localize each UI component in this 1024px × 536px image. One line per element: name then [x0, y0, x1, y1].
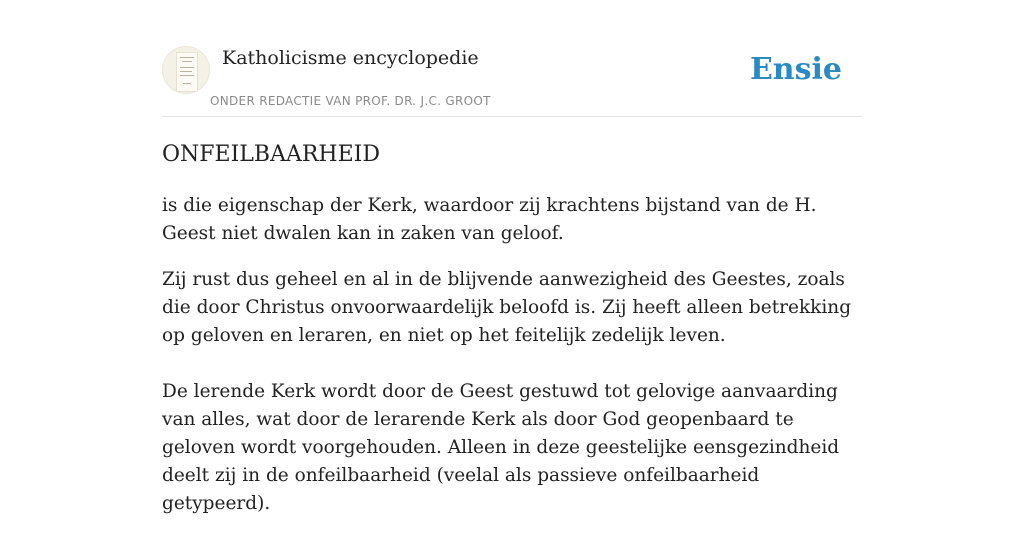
page	[162, 0, 862, 514]
article-paragraph: is die eigenschap der Kerk, waardoor zij krachtens bijstand van de H. Geest niet dwalen kan in zaken van geloof.	[162, 195, 817, 244]
article-headword: ONFEILBAARHEID	[162, 142, 380, 167]
article-paragraph: Zij rust dus geheel en al in de blijvende aanwezigheid des Geestes, zoals die door Christus onvoorwaardelijk beloofd is. Zij heeft alleen betrekking op geloven en leraren, en niet op het feitelijk zedelijk leven. De lerende Kerk wordt door de Geest gestuwd tot gelovige aanvaarding van alles, wat door de lerarende Kerk als door God geopenbaard te geloven wordt voorgehouden. Alleen in deze geestelijke eensgezindheid deelt zij in de onfeilbaarheid (veelal als passieve onfeilbaarheid getypeerd).	[162, 269, 852, 514]
ensie-logo[interactable]: Ensie	[749, 52, 842, 87]
article-body	[162, 192, 867, 536]
header	[162, 0, 862, 117]
editor-subtitle: ONDER REDACTIE VAN PROF. DR. J.C. GROOT	[210, 94, 491, 108]
book-page-icon	[176, 52, 198, 92]
book-cover-thumbnail[interactable]	[162, 46, 210, 94]
encyclopedia-title[interactable]: Katholicisme encyclopedie	[222, 47, 479, 69]
